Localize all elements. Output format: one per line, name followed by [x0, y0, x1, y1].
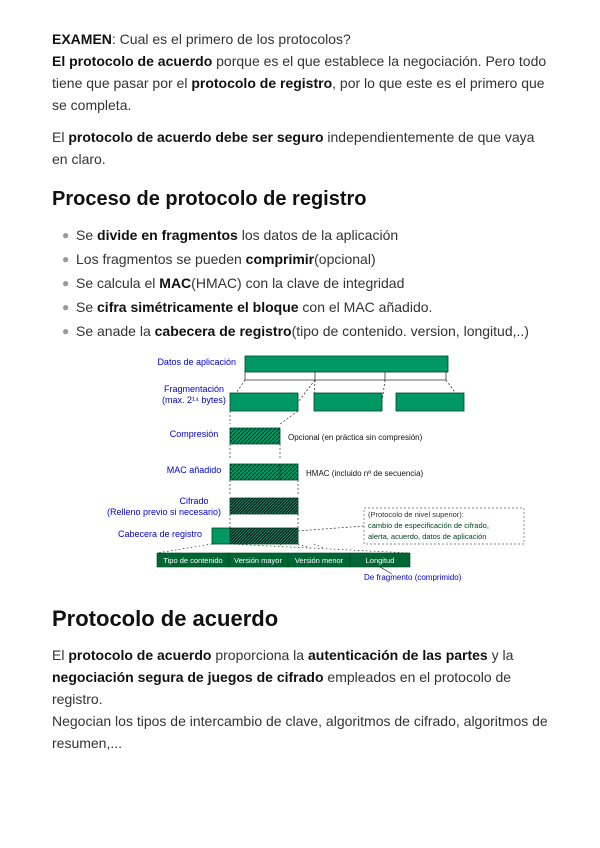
record-protocol-diagram: [52, 352, 552, 584]
note-de-fragmento: De fragmento (comprimido): [364, 573, 462, 582]
note-cambio-1: cambio de especificación de cifrado,: [368, 521, 489, 530]
block-record-encrypted: [230, 528, 298, 544]
bullet-text: Se: [76, 227, 98, 243]
block-header: [212, 528, 230, 544]
block-mac: [280, 464, 298, 480]
label-fragmentacion: Fragmentación: [163, 384, 225, 394]
registro-steps-list: [52, 224, 552, 342]
bullet-icon: ●: [62, 324, 70, 338]
acuerdo-bold: autenticación de las partes: [307, 647, 488, 663]
exam-label: EXAMEN: [52, 31, 112, 47]
note-nivel-superior: (Protocolo de nivel superior):: [368, 510, 464, 519]
document-page: [52, 28, 552, 764]
bullet-text: con el MAC añadido.: [298, 299, 433, 315]
block-mac-data: [230, 464, 280, 480]
intro-bold-acuerdo: El protocolo de acuerdo: [52, 53, 213, 69]
exam-question: : Cual es el primero de los protocolos?: [111, 31, 351, 47]
block-fragment-3: [396, 393, 464, 411]
acuerdo-bold: protocolo de acuerdo: [68, 647, 212, 663]
bullet-icon: ●: [62, 252, 70, 266]
block-fragment-1: [230, 393, 298, 411]
acuerdo-bold: negociación segura de juegos de cifrado: [52, 669, 324, 685]
acuerdo-paragraph-1: [52, 644, 552, 710]
header-field-tipo: Tipo de contenido: [163, 556, 223, 565]
bullet-icon: ●: [62, 276, 70, 290]
label-mac: MAC añadido: [166, 465, 222, 475]
header-expansion-lines: [157, 544, 410, 553]
header-field-version-menor: Versión menor: [294, 556, 344, 565]
acuerdo-text: empleados en el protocolo de registro.: [52, 669, 512, 707]
header-field-version-mayor: Versión mayor: [234, 556, 282, 565]
section-title-registro: Proceso de protocolo de registro: [52, 188, 367, 210]
list-item: [62, 248, 552, 270]
label-cifrado: Cifrado: [179, 496, 209, 506]
acuerdo-text: y la: [487, 647, 514, 663]
block-fragment-2: [314, 393, 382, 411]
intro-text-1: porque es el que establece la negociación. Pero todo tiene que pasar por el: [52, 53, 547, 91]
section-title-acuerdo: Protocolo de acuerdo: [52, 606, 279, 631]
label-cifrado-relleno: (Relleno previo si necesario): [106, 507, 222, 517]
acuerdo-text: El: [52, 647, 69, 663]
block-compressed: [230, 428, 280, 444]
acuerdo-text: proporciona la: [211, 647, 308, 663]
note-cambio-2: alerta, acuerdo, datos de aplicación: [368, 532, 487, 541]
bullet-text: Se: [76, 299, 98, 315]
intro-p2-text-1: El: [52, 129, 69, 145]
bullet-icon: ●: [62, 300, 70, 314]
intro-paragraph-1: [52, 28, 552, 116]
bullet-bold: comprimir: [245, 251, 315, 267]
bullet-text: los datos de la aplicación: [237, 227, 399, 243]
list-item: [62, 320, 552, 342]
note-opcional: Opcional (en práctica sin compresión): [288, 433, 423, 442]
bullet-text: Se calcula el: [76, 275, 160, 291]
label-datos: Datos de aplicación: [157, 357, 236, 367]
block-datos: [245, 356, 448, 372]
block-encrypted: [230, 498, 298, 514]
intro-p2-bold: protocolo de acuerdo debe ser seguro: [68, 129, 324, 145]
bullet-text: Se anade la: [76, 323, 155, 339]
bullet-text: (tipo de contenido. version, longitud,..): [291, 323, 529, 339]
label-compresion: Compresión: [169, 429, 219, 439]
bullet-text: Los fragmentos se pueden: [76, 251, 246, 267]
bullet-bold: cabecera de registro: [154, 323, 292, 339]
header-fields-strip: [157, 553, 410, 567]
label-fragmentacion-max: (max. 2¹⁴ bytes): [162, 395, 226, 405]
bullet-text: (HMAC) con la clave de integridad: [191, 275, 405, 291]
list-item: [62, 224, 552, 246]
intro-text-2: , por lo que este es el primero que se completa.: [52, 75, 545, 113]
bullet-bold: cifra simétricamente el bloque: [97, 299, 299, 315]
bullet-icon: ●: [62, 228, 70, 242]
intro-bold-registro: protocolo de registro: [191, 75, 333, 91]
header-field-longitud: Longitud: [365, 556, 395, 565]
note-hmac: HMAC (incluido nº de secuencia): [306, 469, 424, 478]
bullet-bold: MAC: [159, 275, 192, 291]
list-item: [62, 272, 552, 294]
list-item: [62, 296, 552, 318]
intro-paragraph-2: [52, 126, 552, 170]
label-cabecera: Cabecera de registro: [117, 529, 203, 539]
bullet-text: (opcional): [314, 251, 376, 267]
intro-p2-text-2: independientemente de que vaya en claro.: [52, 129, 535, 167]
acuerdo-paragraph-2: Negocian los tipos de intercambio de clave, algoritmos de cifrado, algoritmos de resumen,...: [52, 713, 548, 751]
bullet-bold: divide en fragmentos: [97, 227, 238, 243]
